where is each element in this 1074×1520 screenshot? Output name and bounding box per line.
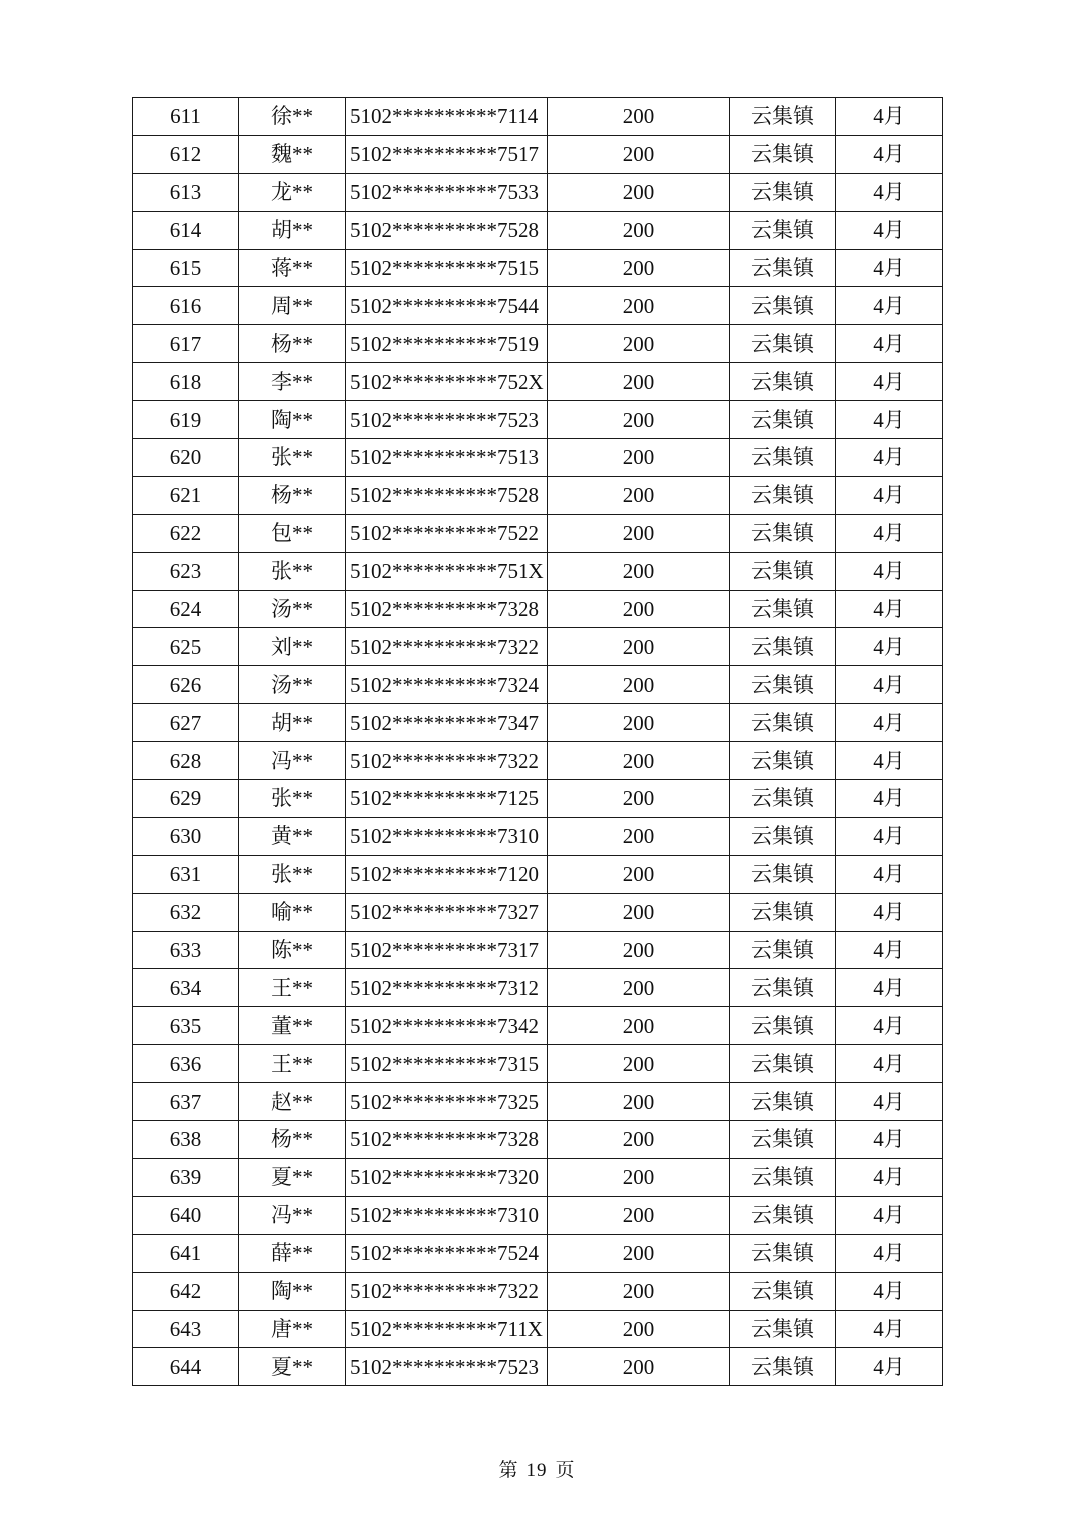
cell-serial-number: 635 <box>133 1007 239 1045</box>
cell-amount: 200 <box>548 1234 730 1272</box>
cell-town: 云集镇 <box>730 439 836 477</box>
cell-serial-number: 632 <box>133 893 239 931</box>
cell-serial-number: 629 <box>133 780 239 818</box>
table-row <box>133 173 943 211</box>
cell-amount: 200 <box>548 628 730 666</box>
cell-id-number: 5102**********7528 <box>346 211 548 249</box>
cell-serial-number: 622 <box>133 514 239 552</box>
cell-town: 云集镇 <box>730 855 836 893</box>
cell-serial-number: 620 <box>133 439 239 477</box>
cell-name: 陶** <box>239 401 346 439</box>
cell-id-number: 5102**********7328 <box>346 590 548 628</box>
cell-serial-number: 628 <box>133 742 239 780</box>
cell-id-number: 5102**********751X <box>346 552 548 590</box>
cell-town: 云集镇 <box>730 1272 836 1310</box>
cell-month: 4月 <box>836 211 943 249</box>
cell-town: 云集镇 <box>730 628 836 666</box>
cell-month: 4月 <box>836 1272 943 1310</box>
cell-amount: 200 <box>548 780 730 818</box>
cell-amount: 200 <box>548 666 730 704</box>
table-row <box>133 1272 943 1310</box>
cell-serial-number: 626 <box>133 666 239 704</box>
cell-name: 夏** <box>239 1348 346 1386</box>
table-row <box>133 1007 943 1045</box>
cell-month: 4月 <box>836 439 943 477</box>
cell-town: 云集镇 <box>730 969 836 1007</box>
cell-town: 云集镇 <box>730 211 836 249</box>
cell-town: 云集镇 <box>730 363 836 401</box>
table-row <box>133 969 943 1007</box>
cell-month: 4月 <box>836 363 943 401</box>
table-row <box>133 1083 943 1121</box>
cell-serial-number: 611 <box>133 98 239 136</box>
cell-town: 云集镇 <box>730 1234 836 1272</box>
cell-amount: 200 <box>548 325 730 363</box>
cell-id-number: 5102**********7522 <box>346 514 548 552</box>
cell-month: 4月 <box>836 1045 943 1083</box>
cell-month: 4月 <box>836 401 943 439</box>
table-row <box>133 893 943 931</box>
cell-serial-number: 640 <box>133 1196 239 1234</box>
cell-serial-number: 631 <box>133 855 239 893</box>
cell-id-number: 5102**********7513 <box>346 439 548 477</box>
cell-town: 云集镇 <box>730 1045 836 1083</box>
cell-name: 王** <box>239 1045 346 1083</box>
cell-amount: 200 <box>548 173 730 211</box>
cell-name: 黄** <box>239 817 346 855</box>
cell-name: 杨** <box>239 1121 346 1159</box>
cell-serial-number: 621 <box>133 476 239 514</box>
cell-month: 4月 <box>836 666 943 704</box>
cell-month: 4月 <box>836 780 943 818</box>
cell-id-number: 5102**********7528 <box>346 476 548 514</box>
cell-serial-number: 633 <box>133 931 239 969</box>
cell-month: 4月 <box>836 855 943 893</box>
cell-name: 蒋** <box>239 249 346 287</box>
cell-name: 张** <box>239 780 346 818</box>
cell-name: 陶** <box>239 1272 346 1310</box>
cell-town: 云集镇 <box>730 1007 836 1045</box>
cell-serial-number: 612 <box>133 135 239 173</box>
cell-amount: 200 <box>548 931 730 969</box>
cell-amount: 200 <box>548 211 730 249</box>
cell-name: 张** <box>239 855 346 893</box>
cell-id-number: 5102**********7524 <box>346 1234 548 1272</box>
cell-name: 徐** <box>239 98 346 136</box>
cell-amount: 200 <box>548 98 730 136</box>
cell-name: 汤** <box>239 590 346 628</box>
cell-serial-number: 614 <box>133 211 239 249</box>
cell-name: 杨** <box>239 325 346 363</box>
cell-month: 4月 <box>836 514 943 552</box>
cell-serial-number: 617 <box>133 325 239 363</box>
cell-id-number: 5102**********7325 <box>346 1083 548 1121</box>
cell-id-number: 5102**********7315 <box>346 1045 548 1083</box>
cell-id-number: 5102**********7322 <box>346 1272 548 1310</box>
cell-name: 杨** <box>239 476 346 514</box>
table-row <box>133 514 943 552</box>
cell-month: 4月 <box>836 1083 943 1121</box>
cell-month: 4月 <box>836 1158 943 1196</box>
cell-serial-number: 630 <box>133 817 239 855</box>
cell-serial-number: 615 <box>133 249 239 287</box>
cell-serial-number: 624 <box>133 590 239 628</box>
cell-amount: 200 <box>548 1310 730 1348</box>
cell-serial-number: 634 <box>133 969 239 1007</box>
cell-amount: 200 <box>548 969 730 1007</box>
cell-serial-number: 627 <box>133 704 239 742</box>
cell-name: 王** <box>239 969 346 1007</box>
cell-serial-number: 623 <box>133 552 239 590</box>
table-row <box>133 98 943 136</box>
table-row <box>133 287 943 325</box>
table-row <box>133 666 943 704</box>
table-row <box>133 1234 943 1272</box>
cell-month: 4月 <box>836 1196 943 1234</box>
cell-amount: 200 <box>548 476 730 514</box>
cell-month: 4月 <box>836 325 943 363</box>
cell-month: 4月 <box>836 476 943 514</box>
cell-month: 4月 <box>836 1121 943 1159</box>
page-footer-prefix: 第 <box>498 1460 519 1481</box>
cell-town: 云集镇 <box>730 1121 836 1159</box>
cell-amount: 200 <box>548 1158 730 1196</box>
table-row <box>133 1348 943 1386</box>
table-row <box>133 590 943 628</box>
cell-town: 云集镇 <box>730 1310 836 1348</box>
table-row <box>133 325 943 363</box>
cell-name: 张** <box>239 439 346 477</box>
cell-amount: 200 <box>548 590 730 628</box>
cell-name: 刘** <box>239 628 346 666</box>
cell-serial-number: 618 <box>133 363 239 401</box>
cell-amount: 200 <box>548 363 730 401</box>
table-row <box>133 817 943 855</box>
cell-month: 4月 <box>836 1310 943 1348</box>
cell-serial-number: 642 <box>133 1272 239 1310</box>
cell-month: 4月 <box>836 969 943 1007</box>
cell-id-number: 5102**********7317 <box>346 931 548 969</box>
table-row <box>133 476 943 514</box>
cell-amount: 200 <box>548 855 730 893</box>
cell-amount: 200 <box>548 742 730 780</box>
cell-town: 云集镇 <box>730 401 836 439</box>
table-row <box>133 552 943 590</box>
page-footer <box>0 1455 1074 1482</box>
cell-amount: 200 <box>548 1007 730 1045</box>
payment-list-table <box>132 97 943 1386</box>
cell-name: 周** <box>239 287 346 325</box>
table-body <box>133 98 943 1386</box>
cell-name: 魏** <box>239 135 346 173</box>
cell-name: 汤** <box>239 666 346 704</box>
cell-town: 云集镇 <box>730 1196 836 1234</box>
cell-month: 4月 <box>836 704 943 742</box>
cell-serial-number: 644 <box>133 1348 239 1386</box>
cell-id-number: 5102**********7322 <box>346 628 548 666</box>
cell-name: 喻** <box>239 893 346 931</box>
cell-town: 云集镇 <box>730 893 836 931</box>
table-row <box>133 401 943 439</box>
cell-month: 4月 <box>836 931 943 969</box>
cell-month: 4月 <box>836 552 943 590</box>
cell-town: 云集镇 <box>730 173 836 211</box>
table-row <box>133 1045 943 1083</box>
cell-serial-number: 636 <box>133 1045 239 1083</box>
cell-town: 云集镇 <box>730 666 836 704</box>
cell-town: 云集镇 <box>730 249 836 287</box>
cell-name: 胡** <box>239 211 346 249</box>
cell-month: 4月 <box>836 1007 943 1045</box>
cell-id-number: 5102**********711X <box>346 1310 548 1348</box>
cell-id-number: 5102**********7517 <box>346 135 548 173</box>
cell-id-number: 5102**********7523 <box>346 401 548 439</box>
cell-town: 云集镇 <box>730 817 836 855</box>
cell-amount: 200 <box>548 249 730 287</box>
cell-amount: 200 <box>548 135 730 173</box>
cell-name: 张** <box>239 552 346 590</box>
cell-id-number: 5102**********7120 <box>346 855 548 893</box>
cell-name: 胡** <box>239 704 346 742</box>
table-row <box>133 363 943 401</box>
cell-name: 夏** <box>239 1158 346 1196</box>
cell-amount: 200 <box>548 439 730 477</box>
cell-month: 4月 <box>836 590 943 628</box>
table-row <box>133 628 943 666</box>
cell-amount: 200 <box>548 1348 730 1386</box>
table-row <box>133 855 943 893</box>
table-row <box>133 249 943 287</box>
cell-name: 包** <box>239 514 346 552</box>
cell-amount: 200 <box>548 401 730 439</box>
cell-id-number: 5102**********7519 <box>346 325 548 363</box>
cell-serial-number: 625 <box>133 628 239 666</box>
cell-name: 李** <box>239 363 346 401</box>
table-row <box>133 1310 943 1348</box>
cell-town: 云集镇 <box>730 704 836 742</box>
page-number: 19 <box>526 1460 548 1481</box>
cell-name: 赵** <box>239 1083 346 1121</box>
cell-id-number: 5102**********7322 <box>346 742 548 780</box>
table-row <box>133 135 943 173</box>
cell-serial-number: 616 <box>133 287 239 325</box>
cell-id-number: 5102**********7327 <box>346 893 548 931</box>
cell-name: 冯** <box>239 742 346 780</box>
cell-amount: 200 <box>548 1045 730 1083</box>
cell-town: 云集镇 <box>730 1348 836 1386</box>
cell-id-number: 5102**********752X <box>346 363 548 401</box>
cell-town: 云集镇 <box>730 780 836 818</box>
cell-amount: 200 <box>548 1083 730 1121</box>
cell-town: 云集镇 <box>730 325 836 363</box>
cell-name: 薛** <box>239 1234 346 1272</box>
cell-id-number: 5102**********7544 <box>346 287 548 325</box>
cell-month: 4月 <box>836 98 943 136</box>
cell-id-number: 5102**********7310 <box>346 1196 548 1234</box>
cell-town: 云集镇 <box>730 590 836 628</box>
cell-name: 陈** <box>239 931 346 969</box>
cell-serial-number: 637 <box>133 1083 239 1121</box>
cell-amount: 200 <box>548 1272 730 1310</box>
cell-id-number: 5102**********7347 <box>346 704 548 742</box>
cell-month: 4月 <box>836 893 943 931</box>
table-row <box>133 1158 943 1196</box>
cell-town: 云集镇 <box>730 476 836 514</box>
cell-id-number: 5102**********7515 <box>346 249 548 287</box>
page-footer-suffix: 页 <box>555 1460 576 1481</box>
cell-name: 董** <box>239 1007 346 1045</box>
cell-id-number: 5102**********7114 <box>346 98 548 136</box>
table-row <box>133 211 943 249</box>
cell-month: 4月 <box>836 742 943 780</box>
cell-town: 云集镇 <box>730 287 836 325</box>
cell-town: 云集镇 <box>730 552 836 590</box>
cell-town: 云集镇 <box>730 931 836 969</box>
cell-id-number: 5102**********7523 <box>346 1348 548 1386</box>
cell-month: 4月 <box>836 628 943 666</box>
cell-month: 4月 <box>836 249 943 287</box>
cell-serial-number: 641 <box>133 1234 239 1272</box>
cell-serial-number: 613 <box>133 173 239 211</box>
cell-id-number: 5102**********7125 <box>346 780 548 818</box>
cell-month: 4月 <box>836 173 943 211</box>
cell-id-number: 5102**********7324 <box>346 666 548 704</box>
cell-month: 4月 <box>836 135 943 173</box>
cell-id-number: 5102**********7328 <box>346 1121 548 1159</box>
cell-name: 龙** <box>239 173 346 211</box>
cell-serial-number: 619 <box>133 401 239 439</box>
cell-serial-number: 643 <box>133 1310 239 1348</box>
cell-id-number: 5102**********7312 <box>346 969 548 1007</box>
cell-town: 云集镇 <box>730 742 836 780</box>
table-row <box>133 780 943 818</box>
cell-name: 唐** <box>239 1310 346 1348</box>
cell-amount: 200 <box>548 893 730 931</box>
cell-id-number: 5102**********7320 <box>346 1158 548 1196</box>
table-row <box>133 1121 943 1159</box>
cell-month: 4月 <box>836 1234 943 1272</box>
cell-amount: 200 <box>548 287 730 325</box>
cell-amount: 200 <box>548 1196 730 1234</box>
cell-town: 云集镇 <box>730 1158 836 1196</box>
cell-serial-number: 639 <box>133 1158 239 1196</box>
cell-amount: 200 <box>548 704 730 742</box>
cell-amount: 200 <box>548 514 730 552</box>
cell-id-number: 5102**********7342 <box>346 1007 548 1045</box>
cell-month: 4月 <box>836 817 943 855</box>
cell-town: 云集镇 <box>730 514 836 552</box>
cell-month: 4月 <box>836 1348 943 1386</box>
table-row <box>133 742 943 780</box>
table-row <box>133 1196 943 1234</box>
cell-month: 4月 <box>836 287 943 325</box>
cell-amount: 200 <box>548 817 730 855</box>
cell-town: 云集镇 <box>730 98 836 136</box>
cell-serial-number: 638 <box>133 1121 239 1159</box>
table-row <box>133 704 943 742</box>
cell-amount: 200 <box>548 552 730 590</box>
cell-town: 云集镇 <box>730 135 836 173</box>
cell-id-number: 5102**********7310 <box>346 817 548 855</box>
cell-town: 云集镇 <box>730 1083 836 1121</box>
cell-id-number: 5102**********7533 <box>346 173 548 211</box>
table-row <box>133 931 943 969</box>
payment-list-sheet <box>132 97 942 1386</box>
cell-name: 冯** <box>239 1196 346 1234</box>
table-row <box>133 439 943 477</box>
cell-amount: 200 <box>548 1121 730 1159</box>
